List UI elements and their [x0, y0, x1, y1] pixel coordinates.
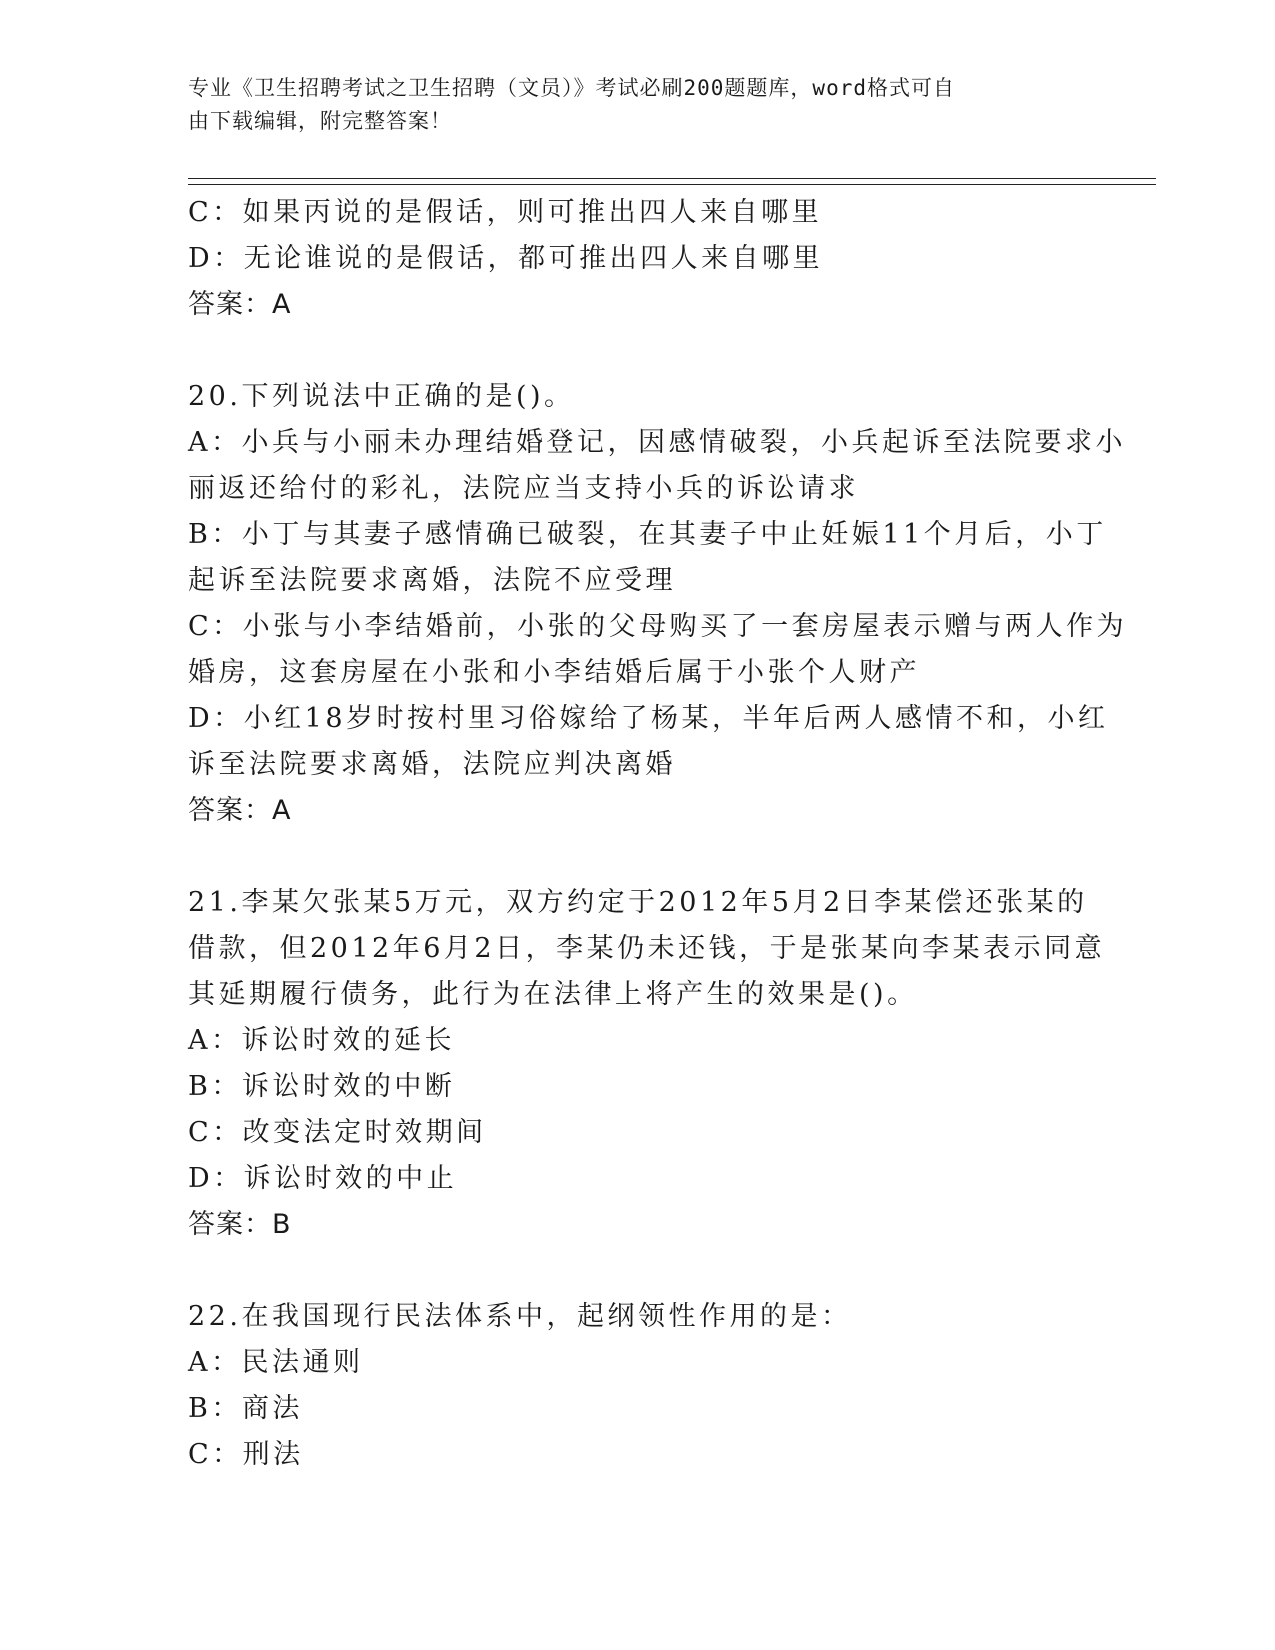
option-c: C：如果丙说的是假话，则可推出四人来自哪里 — [188, 197, 823, 228]
spacer — [188, 328, 1088, 374]
option-d: D：无论谁说的是假话，都可推出四人来自哪里 — [188, 243, 824, 274]
document-header — [188, 72, 1068, 138]
question-22 — [188, 1294, 1088, 1478]
question-stem-cont: 其延期履行债务，此行为在法律上将产生的效果是()。 — [188, 979, 918, 1010]
answer: 答案：A — [188, 289, 292, 320]
option-c-cont: 婚房，这套房屋在小张和小李结婚后属于小张个人财产 — [188, 657, 920, 688]
question-21 — [188, 880, 1106, 1248]
answer: 答案：B — [188, 1209, 292, 1240]
question-list — [188, 190, 1128, 1478]
option-b-cont: 起诉至法院要求离婚，法院不应受理 — [188, 565, 676, 596]
header-rule-bottom — [188, 184, 1156, 185]
option-c: C：改变法定时效期间 — [188, 1117, 487, 1148]
header-rule-top — [188, 178, 1156, 179]
spacer — [188, 1248, 1088, 1294]
option-a: A：民法通则 — [188, 1347, 364, 1378]
question-19-tail — [188, 190, 1088, 328]
spacer — [188, 834, 1088, 880]
option-a-cont: 丽返还给付的彩礼，法院应当支持小兵的诉讼请求 — [188, 473, 859, 504]
header-line-1: 专业《卫生招聘考试之卫生招聘（文员）》考试必刷200题题库，word格式可自 — [188, 76, 955, 100]
question-stem-cont: 借款，但2012年6月2日，李某仍未还钱，于是张某向李某表示同意 — [188, 933, 1106, 964]
option-d-cont: 诉至法院要求离婚，法院应判决离婚 — [188, 749, 676, 780]
question-stem: 22.在我国现行民法体系中，起纲领性作用的是： — [188, 1301, 852, 1332]
header-line-2: 由下载编辑，附完整答案！ — [188, 109, 452, 133]
option-c: C：小张与小李结婚前，小张的父母购买了一套房屋表示赠与两人作为 — [188, 611, 1128, 642]
question-stem: 21.李某欠张某5万元，双方约定于2012年5月2日李某偿还张某的 — [188, 887, 1088, 918]
question-20 — [188, 374, 1128, 834]
option-b: B：商法 — [188, 1393, 303, 1424]
option-a: A：小兵与小丽未办理结婚登记，因感情破裂，小兵起诉至法院要求小 — [188, 427, 1126, 458]
option-b: B：小丁与其妻子感情确已破裂，在其妻子中止妊娠11个月后，小丁 — [188, 519, 1107, 550]
option-c: C：刑法 — [188, 1439, 304, 1470]
question-stem: 20.下列说法中正确的是()。 — [188, 381, 575, 412]
option-d: D：小红18岁时按村里习俗嫁给了杨某，半年后两人感情不和，小红 — [188, 703, 1109, 734]
answer: 答案：A — [188, 795, 292, 826]
option-b: B：诉讼时效的中断 — [188, 1071, 456, 1102]
option-d: D：诉讼时效的中止 — [188, 1163, 458, 1194]
option-a: A：诉讼时效的延长 — [188, 1025, 455, 1056]
